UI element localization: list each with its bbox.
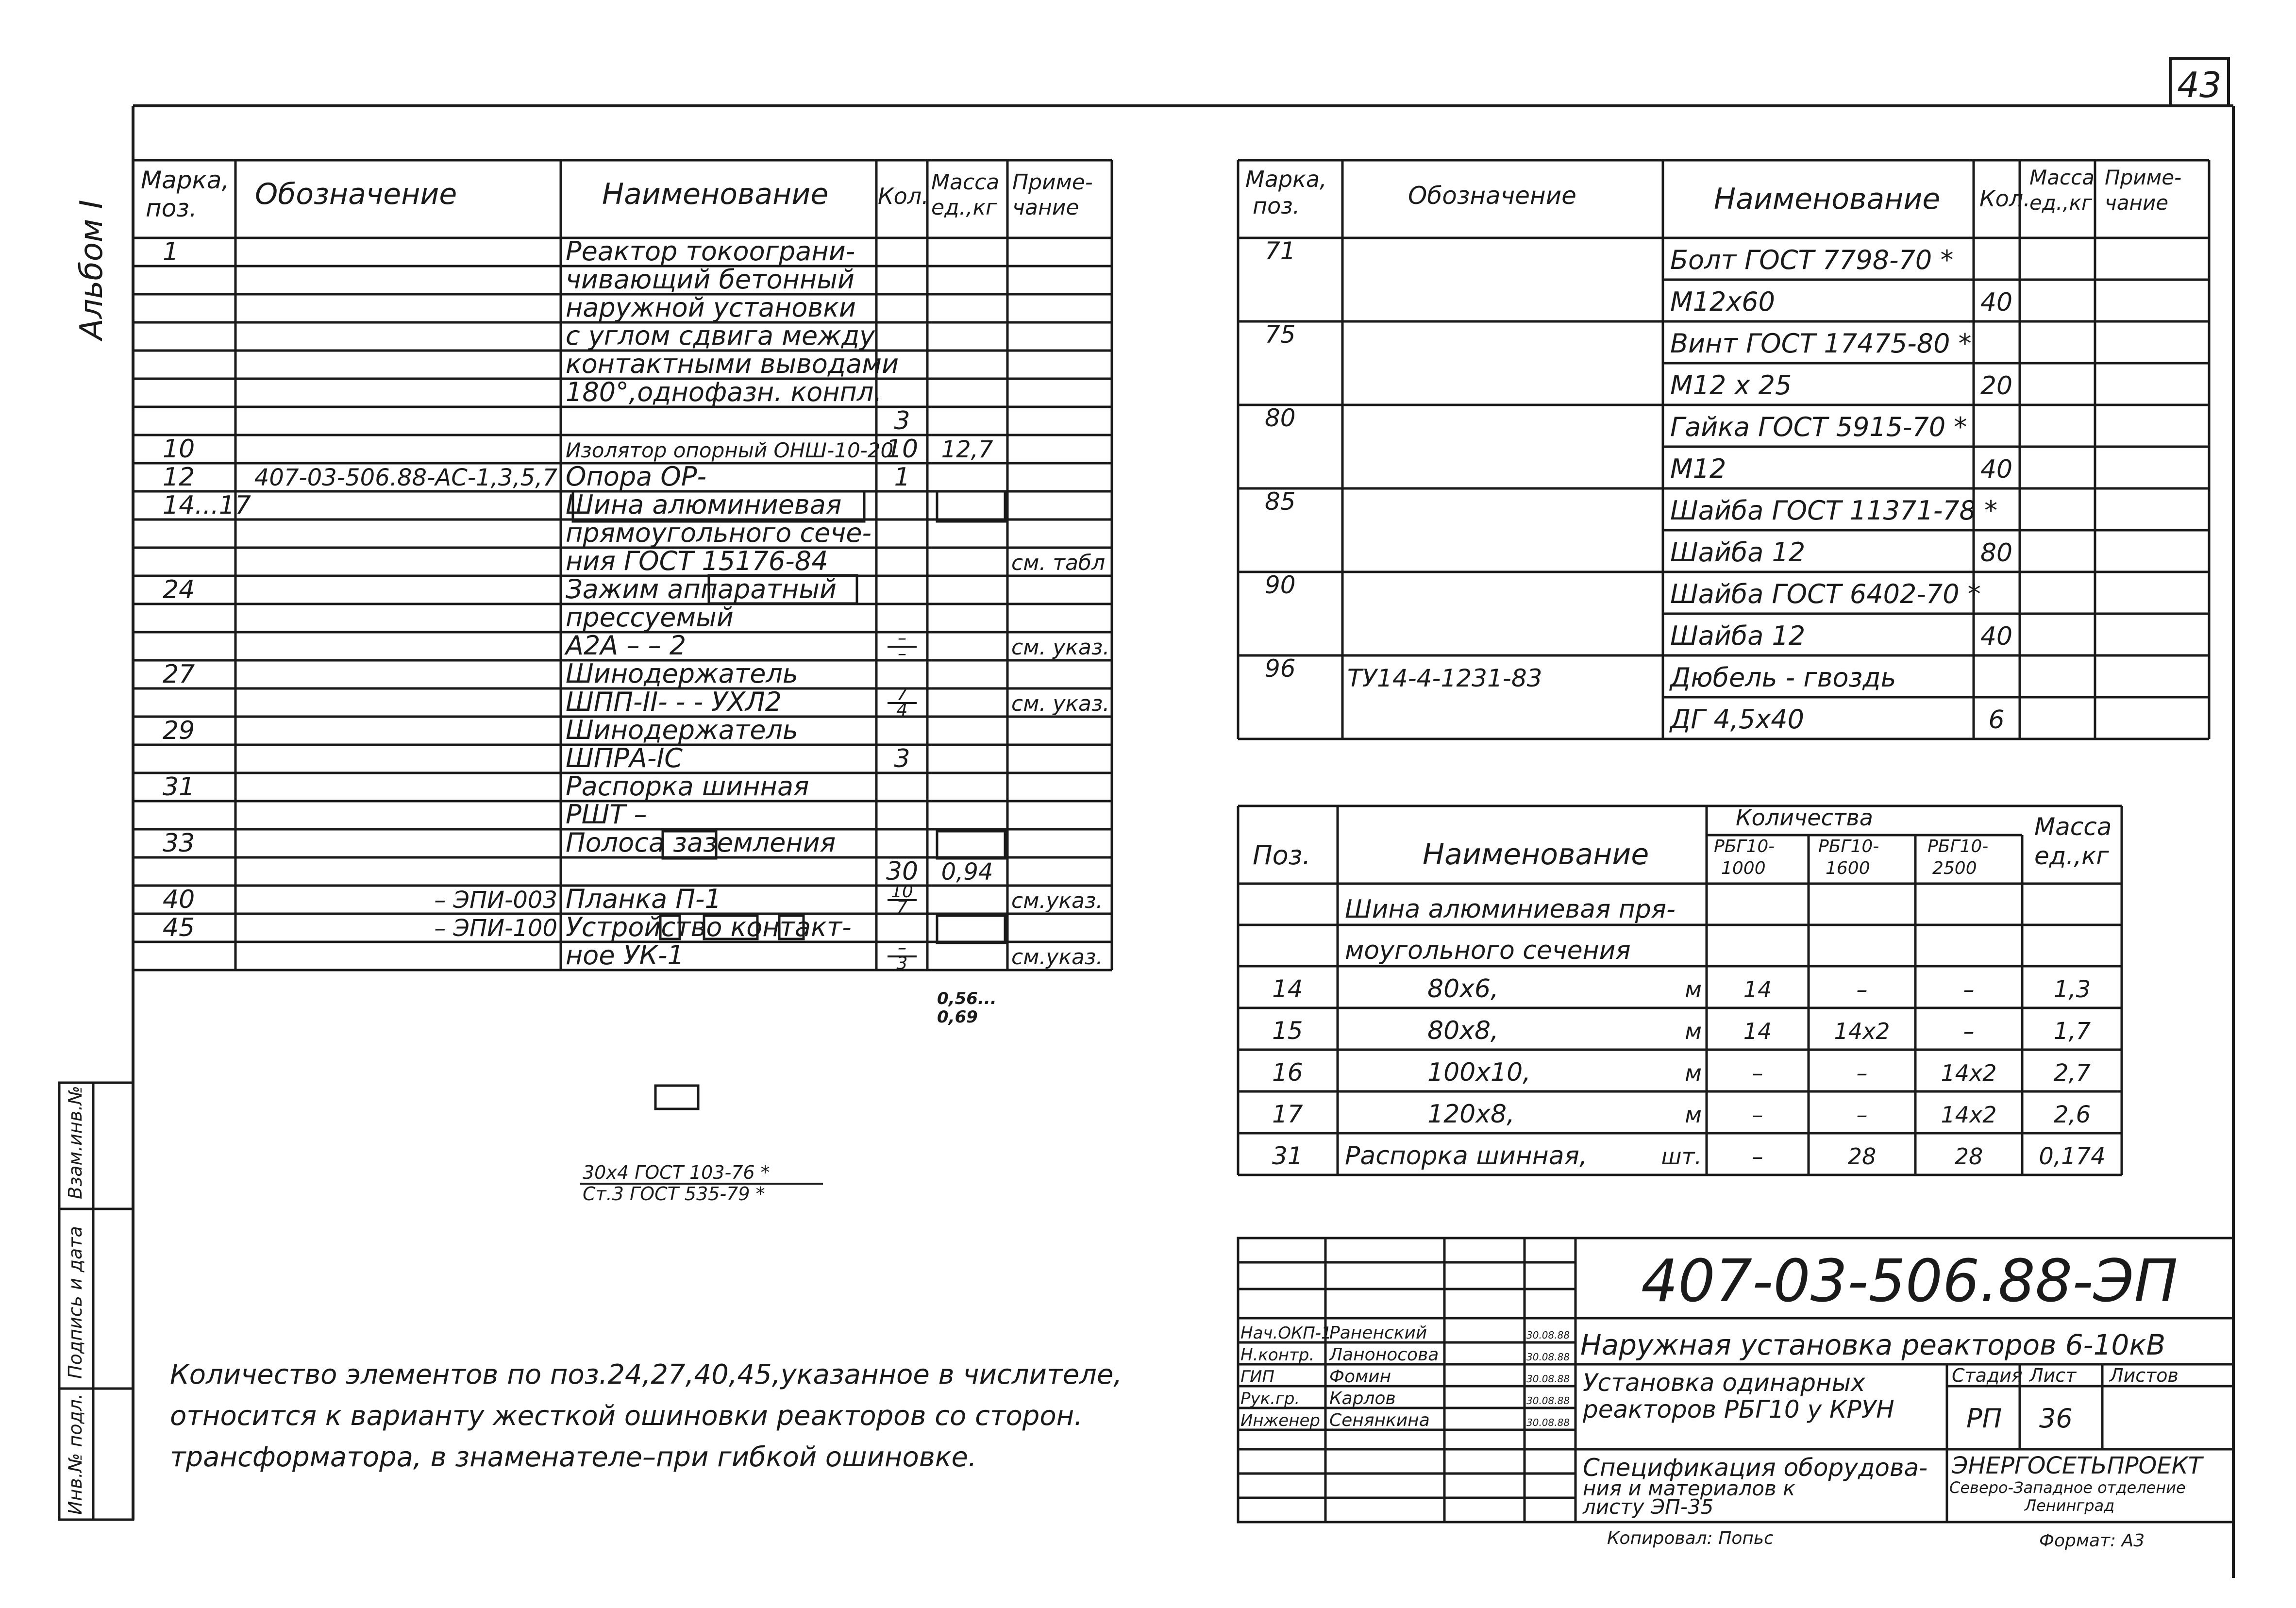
cell-mass: 1,3 — [2053, 976, 2091, 1003]
table-row — [1670, 453, 2012, 484]
cell-qty: 20 — [1980, 371, 2013, 401]
mass-29-top: 0,56... — [937, 989, 997, 1008]
table-row — [1670, 620, 2012, 651]
cell-note: см. указ. — [1011, 691, 1110, 716]
cell-mark: 80 — [1265, 404, 1296, 432]
signature-role: Рук.гр. — [1240, 1389, 1300, 1408]
cell-name: Шина алюминиевая — [566, 489, 842, 520]
table-row — [1265, 487, 1997, 526]
cell-mark: 71 — [1265, 237, 1296, 265]
cell-unit: м — [1685, 1018, 1702, 1044]
blank-field-clamp-mass — [937, 831, 1005, 858]
cell-name: Шайба 12 — [1670, 537, 1806, 568]
signature-row — [1240, 1345, 1570, 1365]
blank-field-mass — [937, 491, 1005, 521]
cell-note: см.указ. — [1011, 888, 1103, 913]
side-label-inv: Инв.№ подл. — [65, 1393, 86, 1515]
cell-name: Планка П-1 — [566, 884, 721, 914]
table-row — [163, 884, 1103, 914]
cell-name: 180°,однофазн. конпл. — [566, 377, 882, 407]
signature-role: ГИП — [1240, 1367, 1274, 1387]
cell-mark: 40 — [163, 885, 195, 914]
album-label: Альбом I — [74, 200, 110, 340]
signature-date: 30.08.88 — [1526, 1417, 1570, 1428]
bhdr-pos: Поз. — [1253, 840, 1311, 871]
table-row — [894, 406, 910, 436]
rhdr-mass-2: ед.,кг — [2029, 191, 2093, 215]
cell-qty-1000: – — [1752, 1102, 1763, 1128]
table-row — [163, 658, 798, 689]
cell-name: Шайба 12 — [1670, 620, 1806, 651]
bhdr-col2-2: 1600 — [1826, 858, 1870, 878]
table-row — [566, 349, 899, 379]
org-name: ЭНЕРГОСЕТЬПРОЕКТ — [1952, 1452, 2203, 1479]
cell-pos: 17 — [1272, 1100, 1303, 1128]
fraction-numerator: – — [898, 938, 906, 958]
bhdr-col1-2: 1000 — [1721, 858, 1766, 878]
signature-role: Нач.ОКП-1 — [1240, 1323, 1332, 1343]
table-row — [1669, 704, 2005, 735]
table-row — [1272, 1058, 2091, 1087]
table-row — [163, 827, 836, 858]
bhdr-col1-1: РБГ10- — [1714, 837, 1775, 856]
cell-designation: ТУ14-4-1231-83 — [1347, 664, 1542, 692]
cell-unit: м — [1685, 1060, 1702, 1086]
hdr-note-1: Приме- — [1012, 170, 1093, 195]
rhdr-name: Наименование — [1714, 182, 1941, 216]
bhdr-col3-1: РБГ10- — [1927, 837, 1989, 856]
cell-qty: 6 — [1988, 705, 2005, 735]
cell-name: ШПРА-IС — [566, 743, 683, 773]
cell-pos: 31 — [1272, 1142, 1303, 1170]
hdr-mass-2: ед.,кг — [931, 195, 997, 220]
cell-qty-1600: – — [1856, 1102, 1868, 1128]
cell-mark: 1 — [163, 237, 179, 267]
cell-note: см. указ. — [1011, 635, 1110, 660]
cell-qty: 3 — [894, 406, 910, 436]
cell-size: Распорка шинная, — [1345, 1141, 1588, 1171]
table-row — [1265, 404, 1967, 442]
hdr-mass-1: Масса — [931, 170, 1000, 195]
sheet-label: Лист — [2029, 1365, 2077, 1386]
table-row — [163, 489, 841, 520]
cell-name: М12 х 25 — [1670, 370, 1792, 401]
doc-code: 407-03-506.88-ЭП — [1641, 1248, 2178, 1315]
cell-mass: 2,7 — [2053, 1059, 2091, 1087]
doc-title: Наружная установка реакторов 6-10кВ — [1580, 1328, 2166, 1361]
cell-qty: 40 — [1980, 288, 2013, 317]
strip-line-2: Ст.3 ГОСТ 535-79 * — [583, 1183, 765, 1205]
cell-size: 120х8, — [1427, 1100, 1515, 1129]
signature-date: 30.08.88 — [1526, 1351, 1570, 1363]
fraction-numerator: 10 — [891, 882, 913, 902]
signature-row — [1240, 1367, 1570, 1387]
table-row — [163, 771, 809, 802]
cell-unit: шт. — [1661, 1143, 1702, 1170]
signature-role: Инженер — [1240, 1411, 1320, 1430]
cell-name: М12 — [1670, 453, 1726, 484]
cell-qty-1000: 14 — [1743, 1018, 1772, 1044]
cell-note: см. табл — [1011, 551, 1106, 575]
table-row — [566, 602, 734, 633]
doc-subtitle-1: Установка одинарных — [1583, 1369, 1865, 1397]
cell-mark: 31 — [163, 772, 195, 802]
table-row — [1265, 320, 1972, 359]
cell-name: ния ГОСТ 15176-84 — [566, 546, 828, 576]
signature-row — [1240, 1410, 1570, 1430]
rhdr-note-1: Приме- — [2105, 166, 2182, 189]
org-city: Ленинград — [2025, 1496, 2115, 1515]
cell-name: Зажим аппаратный — [566, 574, 837, 604]
cell-mark: 29 — [163, 716, 195, 745]
table-row — [566, 264, 855, 295]
cell-name: Устройство контакт- — [566, 912, 852, 942]
bhdr-mass-1: Масса — [2034, 813, 2112, 841]
left-table-header — [141, 166, 1093, 222]
cell-qty-1600: 28 — [1847, 1143, 1877, 1170]
cell-name: с углом сдвига между — [566, 320, 875, 351]
cell-name: Полоса заземления — [566, 827, 836, 858]
bhdr-col3-2: 2500 — [1932, 858, 1977, 878]
stage-label: Стадия — [1952, 1365, 2023, 1386]
sheet-value: 36 — [2039, 1403, 2073, 1434]
fraction-numerator: 7 — [896, 685, 908, 704]
cell-qty: 30 — [886, 857, 919, 886]
right-spec-table — [1238, 160, 2209, 739]
rhdr-note-2: чание — [2105, 191, 2169, 215]
rhdr-mass-1: Масса — [2029, 166, 2095, 189]
cell-qty-1000: – — [1752, 1060, 1763, 1086]
table-row — [1670, 537, 2012, 568]
fraction-denominator: – — [898, 644, 906, 664]
cell-name: наружной установки — [566, 292, 856, 323]
cell-qty: 3 — [894, 744, 910, 773]
rhdr-designation: Обозначение — [1408, 182, 1576, 210]
fraction-denominator: 7 — [896, 897, 908, 917]
hdr-qty: Кол. — [878, 183, 929, 209]
cell-qty-2500: – — [1963, 1018, 1975, 1044]
footnote-line-1: Количество элементов по поз.24,27,40,45,указанное в числителе, — [170, 1359, 1123, 1390]
doc-spec-2: ния и материалов к — [1583, 1476, 1795, 1500]
hdr-note-2: чание — [1012, 195, 1079, 220]
cell-mark: 96 — [1265, 654, 1296, 683]
signature-name: Ланоносова — [1329, 1345, 1439, 1365]
side-label-replace: Взам.инв.№ — [65, 1086, 86, 1199]
footnote-line-2: относится к варианту жесткой ошиновки реакторов со сторон. — [170, 1400, 1083, 1432]
title-block — [1238, 1238, 2233, 1522]
signature-date: 30.08.88 — [1526, 1373, 1570, 1385]
table-row — [163, 574, 837, 604]
cell-mass: 2,6 — [2053, 1101, 2091, 1128]
cell-name: Винт ГОСТ 17475-80 * — [1670, 328, 1972, 359]
signature-name: Сенянкина — [1329, 1410, 1430, 1430]
bhdr-name: Наименование — [1423, 838, 1649, 871]
cell-pos: 15 — [1272, 1017, 1303, 1045]
rhdr-mark-2: поз. — [1253, 193, 1300, 219]
table-row — [1272, 1100, 2091, 1129]
cell-name: РШТ – — [566, 799, 647, 830]
cell-name: М12х60 — [1670, 286, 1775, 317]
table-row — [163, 715, 798, 745]
cell-unit: м — [1685, 976, 1702, 1003]
strip-line-1: 30х4 ГОСТ 103-76 * — [583, 1162, 770, 1183]
cell-name: Шинодержатель — [566, 658, 798, 689]
bus-bar-table — [1238, 804, 2122, 1175]
copied-by: Копировал: Попьс — [1607, 1528, 1774, 1548]
mass-29-bottom: 0,69 — [937, 1007, 978, 1027]
cell-note: см.указ. — [1011, 945, 1103, 970]
qty-fraction — [888, 882, 917, 917]
format-label: Формат: А3 — [2039, 1531, 2145, 1551]
table-row — [163, 435, 993, 464]
bhdr-mass-2: ед.,кг — [2034, 842, 2109, 870]
cell-name: прямоугольного сече- — [566, 518, 871, 548]
right-table-header — [1245, 166, 2181, 219]
blank-field-spacer — [655, 1086, 698, 1109]
cell-name: Распорка шинная — [566, 771, 809, 802]
table-row — [1265, 654, 1896, 693]
cell-name: Дюбель - гвоздь — [1670, 662, 1896, 693]
cell-unit: м — [1685, 1102, 1702, 1128]
cell-qty-2500: 14х2 — [1941, 1060, 1997, 1086]
cell-mark: 27 — [163, 660, 195, 689]
table-row — [566, 799, 647, 830]
cell-name: прессуемый — [566, 602, 734, 633]
hdr-name: Наименование — [602, 177, 829, 211]
fraction-denominator: 4 — [896, 700, 908, 720]
cell-name: контактными выводами — [566, 349, 899, 379]
cell-qty-2500: – — [1963, 976, 1975, 1003]
table-row — [566, 687, 1109, 717]
cell-mark: 90 — [1265, 571, 1296, 599]
table-row — [566, 292, 856, 323]
cell-name: Изолятор опорный ОНШ-10-20 — [566, 438, 894, 462]
cell-name: ДГ 4,5х40 — [1670, 704, 1804, 735]
cell-pos: 14 — [1272, 975, 1303, 1003]
table-row — [1272, 1016, 2091, 1045]
cell-name: Шинодержатель — [566, 715, 798, 745]
cell-mark: 12 — [163, 463, 195, 492]
cell-qty-2500: 14х2 — [1941, 1102, 1997, 1128]
cell-size: 80х6, — [1427, 974, 1499, 1004]
cell-qty: 80 — [1980, 538, 2013, 568]
cell-name: ШПП-II- - - УХЛ2 — [566, 687, 782, 717]
rhdr-qty: Кол. — [1979, 185, 2030, 212]
cell-size: 100х10, — [1427, 1058, 1531, 1087]
table-row — [1670, 286, 2012, 317]
table-row — [1670, 370, 2012, 401]
cell-name: Шайба ГОСТ 6402-70 * — [1670, 579, 1981, 609]
cell-name: Реактор токоограни- — [566, 236, 855, 267]
fraction-denominator: 3 — [896, 954, 908, 973]
table-row — [564, 630, 1109, 661]
cell-qty-1600: – — [1856, 1060, 1868, 1086]
signature-name: Фомин — [1329, 1367, 1391, 1387]
cell-qty-1000: 14 — [1743, 976, 1772, 1003]
side-label-sign: Подпись и дата — [65, 1226, 86, 1379]
cell-qty-1000: – — [1752, 1143, 1763, 1170]
org-dept: Северо-Западное отделение — [1949, 1478, 2186, 1497]
table-row — [566, 743, 910, 773]
footnote — [170, 1359, 1122, 1473]
hdr-mark-1: Марка, — [141, 166, 230, 194]
footnote-line-3: трансформатора, в знаменателе–при гибкой ошиновке. — [170, 1441, 977, 1473]
sheet-number: 43 — [2177, 65, 2222, 105]
signature-date: 30.08.88 — [1526, 1329, 1570, 1341]
blank-field-holder-mass — [937, 916, 1005, 943]
cell-mass: 0,94 — [941, 858, 993, 886]
cell-mass: 1,7 — [2053, 1018, 2091, 1045]
cell-pos: 16 — [1272, 1058, 1303, 1087]
hdr-designation: Обозначение — [255, 177, 457, 211]
bus-intro-1: Шина алюминиевая пря- — [1345, 895, 1676, 924]
bus-table-header — [1253, 804, 2112, 878]
cell-mark: 14...17 — [163, 491, 251, 520]
cell-designation: – ЭПИ-003 — [434, 887, 557, 914]
cell-mark: 75 — [1265, 320, 1296, 349]
signature-row — [1240, 1323, 1570, 1343]
signature-name: Карлов — [1329, 1389, 1396, 1408]
qty-fraction — [888, 628, 917, 664]
cell-qty: 10 — [886, 435, 919, 464]
qty-fraction — [888, 685, 917, 720]
qty-fraction — [888, 938, 917, 973]
bhdr-col2-1: РБГ10- — [1818, 837, 1879, 856]
table-row — [1272, 974, 2091, 1004]
signature-role: Н.контр. — [1240, 1345, 1315, 1365]
cell-mark: 24 — [163, 575, 195, 604]
cell-qty-1600: – — [1856, 976, 1868, 1003]
hdr-mark-2: поз. — [146, 194, 197, 222]
stage-value: РП — [1966, 1403, 2002, 1434]
cell-name: ное УК-1 — [566, 940, 684, 971]
cell-name: Болт ГОСТ 7798-70 * — [1670, 245, 1954, 275]
cell-qty-1600: 14х2 — [1834, 1018, 1890, 1044]
cell-name: Гайка ГОСТ 5915-70 * — [1670, 412, 1967, 442]
cell-mark: 33 — [163, 829, 195, 858]
table-row — [1265, 237, 1953, 275]
table-row — [566, 546, 1105, 576]
cell-mark: 10 — [163, 435, 195, 464]
table-row — [163, 236, 855, 267]
cell-name: Шайба ГОСТ 11371-78 * — [1670, 495, 1998, 526]
cell-qty: 40 — [1980, 622, 2013, 651]
doc-spec-3: листу ЭП-35 — [1583, 1495, 1714, 1519]
cell-size: 80х8, — [1427, 1016, 1499, 1045]
rhdr-mark-1: Марка, — [1245, 166, 1327, 192]
table-row — [163, 461, 910, 492]
cell-name: Опора ОР- — [566, 461, 706, 492]
cell-mass: 0,174 — [2039, 1143, 2106, 1170]
cell-qty-2500: 28 — [1954, 1143, 1983, 1170]
bhdr-qty-group: Количества — [1736, 804, 1873, 831]
cell-designation: 407-03-506.88-АС-1,3,5,7 — [254, 464, 557, 491]
cell-mass: 12,7 — [941, 436, 993, 463]
cell-mark: 85 — [1265, 487, 1296, 516]
cell-designation: – ЭПИ-100 — [434, 915, 557, 942]
table-row — [566, 940, 1103, 971]
table-row — [1272, 1141, 2106, 1171]
cell-qty: 1 — [894, 463, 910, 492]
left-spec-table — [133, 160, 1112, 1205]
sheets-label: Листов — [2110, 1365, 2179, 1386]
doc-subtitle-2: реакторов РБГ10 у КРУН — [1583, 1395, 1894, 1424]
table-row — [1265, 571, 1981, 609]
table-row — [566, 377, 882, 407]
cell-qty: 40 — [1980, 455, 2013, 484]
signature-date: 30.08.88 — [1526, 1395, 1570, 1407]
bus-intro-2: моугольного сечения — [1345, 936, 1631, 965]
sheet-number-box — [2170, 58, 2229, 106]
signature-name: Раненский — [1329, 1323, 1427, 1343]
table-row — [566, 320, 875, 351]
fraction-numerator: – — [898, 628, 906, 648]
cell-name: чивающий бетонный — [566, 264, 855, 295]
cell-mark: 45 — [163, 913, 195, 942]
doc-spec-1: Спецификация оборудова- — [1583, 1454, 1928, 1482]
signature-row — [1240, 1389, 1570, 1408]
cell-name: А2А – – 2 — [566, 630, 687, 661]
